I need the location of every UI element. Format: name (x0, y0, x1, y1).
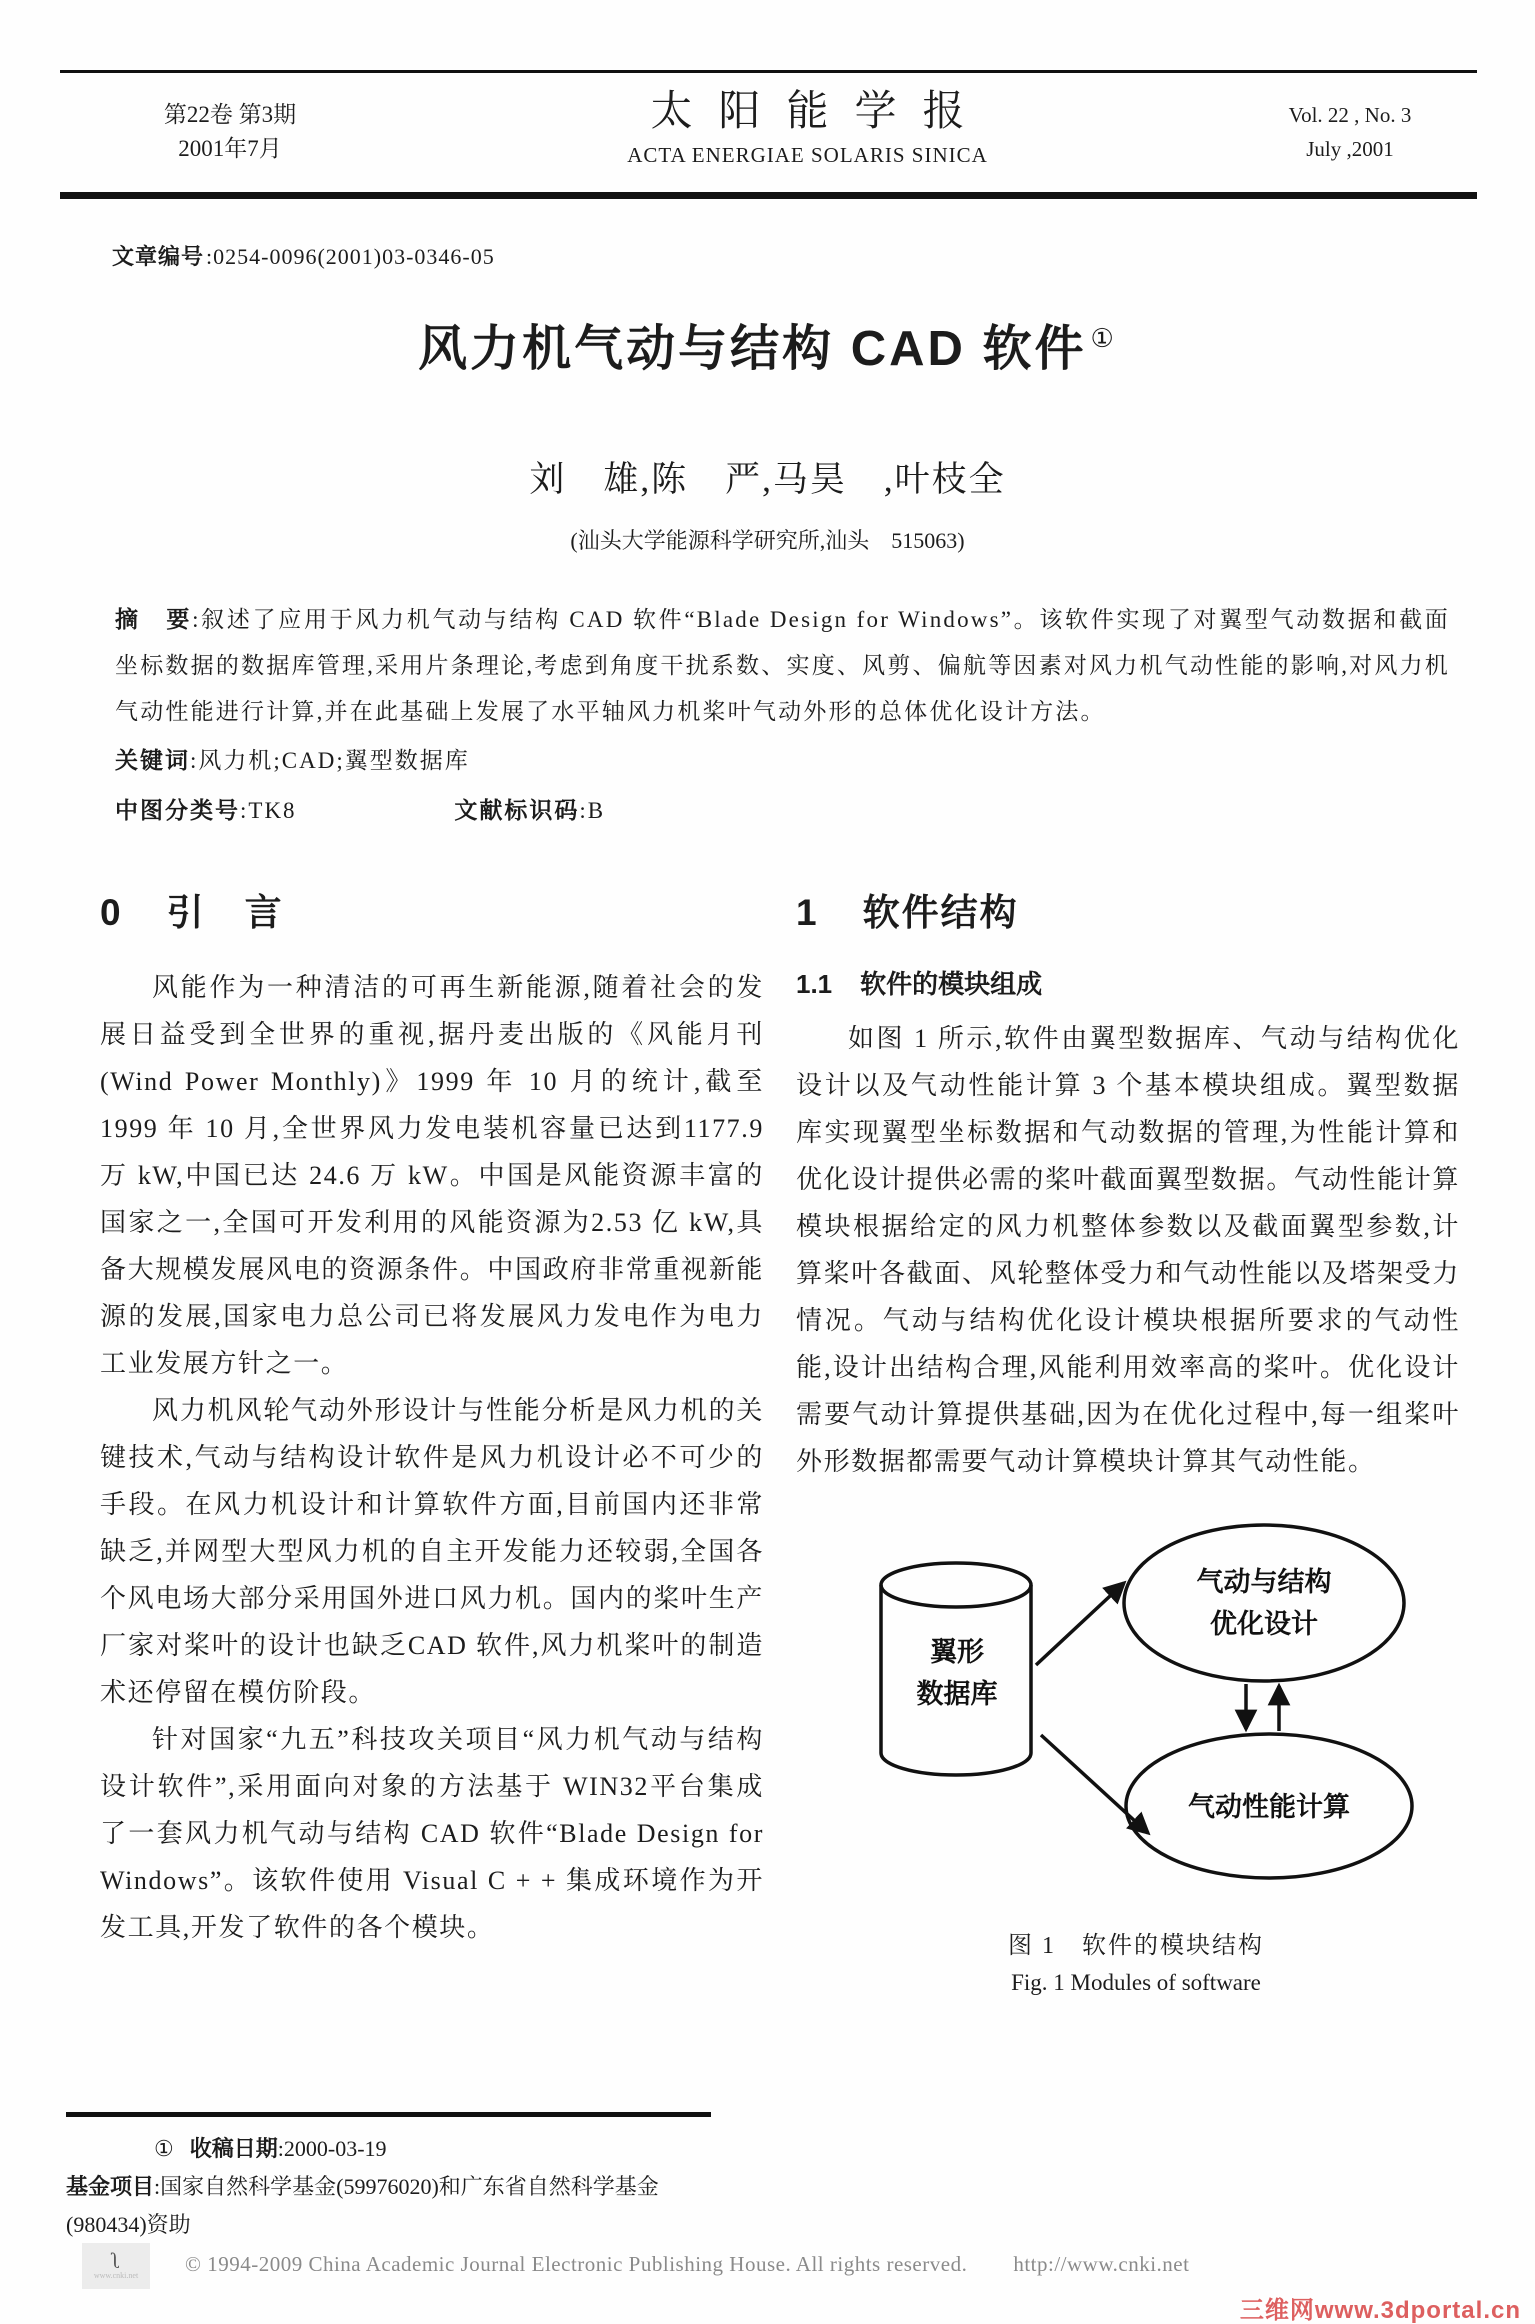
title-footnote-marker: ① (1090, 323, 1117, 353)
optimize-module-shape (1124, 1525, 1404, 1681)
figure-caption-en: Fig. 1 Modules of software (1011, 1970, 1261, 1995)
fund-text: :国家自然科学基金(59976020)和广东省自然科学基金(980434)资助 (66, 2174, 659, 2237)
watermark-3dportal: 三维网www.3dportal.cn (1239, 2297, 1521, 2324)
authors-line: 刘 雄,陈 严,马昊 ,叶枝全 (529, 460, 1006, 499)
header-top-rule (60, 70, 1477, 73)
footnote-fund-line (66, 2168, 721, 2244)
cnki-logo-url: www.cnki.net (93, 2271, 139, 2280)
paragraph: 针对国家“九五”科技攻关项目“风力机气动与结构设计软件”,采用面向对象的方法基于 WIN32平台集成了一套风力机气动与结构 CAD 软件“Blade Design for Windows”。该软件使用 Visual C + + 集成环境作为开发工具,开发了软件的各个模块。 (100, 1725, 764, 1942)
footnote-rule (66, 2112, 711, 2117)
header-bottom-rule (60, 192, 1477, 199)
article-number-label: 文章编号 (112, 244, 205, 269)
paragraph: 风能作为一种清洁的可再生新能源,随着社会的发展日益受到全世界的重视,据丹麦出版的《风能月刊(Wind Power Monthly)》1999 年 10 月的统计,截至1999 年 10 月,全世界风力发电装机容量已达到1177.9 万 kW,中国已达 24.6 万 kW。中国是风能资源丰富的国家之一,全国可开发利用的风能资源为2.53 亿 kW,具备大规模发展风电的资源条件。中国政府非常重视新能源的发展,国家电力总公司已将发展风力发电作为电力工业发展方针之一。 (100, 973, 764, 1378)
section-1-number: 1 (796, 892, 819, 933)
copyright-line (185, 2252, 1189, 2277)
paper-title-text: 风力机气动与结构 CAD 软件 (418, 322, 1087, 376)
volume-issue-en: Vol. 22 , No. 3 (1288, 103, 1412, 127)
article-number (112, 240, 495, 271)
calc-module-label: 气动性能计算 (1188, 1792, 1350, 1822)
section-1-title: 软件结构 (862, 892, 1019, 933)
date-en: July ,2001 (1306, 137, 1394, 161)
classification-line (115, 792, 1450, 825)
database-cylinder-shape (881, 1563, 1031, 1775)
section-1-heading (796, 882, 1460, 936)
footnote-block (66, 2130, 721, 2244)
doc-code-value: :B (579, 798, 606, 823)
header-vol-en-block (1235, 84, 1465, 166)
keywords-label: 关键词 (115, 747, 190, 773)
keywords-line (115, 742, 1450, 775)
clc-value: :TK8 (240, 798, 297, 823)
received-date-label: 收稿日期 (189, 2136, 278, 2161)
section-0-heading (100, 882, 764, 936)
header-title-block (380, 84, 1235, 170)
paragraph: 如图 1 所示,软件由翼型数据库、气动与结构优化设计以及气动性能计算 3 个基本模块组成。翼型数据库实现翼型坐标数据和气动数据的管理,为性能计算和优化设计提供必需的桨叶截面翼型数据。气动性能计算模块根据给定的风力机整体参数以及截面翼型参数,计算桨叶各截面、风轮整体受力和气动性能以及塔架受力情况。气动与结构优化设计模块根据所要求的气动性能,设计出结构合理,风能利用效率高的桨叶。优化设计需要气动计算提供基础,因为在优化过程中,每一组桨叶外形数据都需要气动计算模块计算其气动性能。 (796, 1024, 1460, 1476)
received-date-value: :2000-03-19 (277, 2136, 387, 2161)
figure-caption-text: 软件的模块结构 (1082, 1933, 1264, 1959)
header-volume-block (80, 84, 380, 166)
figure-1 (836, 1503, 1436, 1996)
volume-issue-cn: 第22卷 第3期 (163, 102, 297, 127)
database-label-line2: 数据库 (916, 1679, 998, 1709)
right-column (796, 872, 1460, 1996)
abstract-block (115, 596, 1450, 735)
date-cn: 2001年7月 (178, 136, 282, 161)
left-column (100, 872, 764, 1996)
body-columns (100, 872, 1460, 1996)
arrow-db-to-optimize (1036, 1583, 1124, 1665)
subsection-1-1-number: 1.1 (796, 969, 833, 999)
section-0-title: 引 言 (166, 892, 284, 933)
clc-label: 中图分类号 (115, 797, 240, 823)
cnki-logo-swirl-icon: ʅ (111, 2248, 121, 2273)
figure-caption-cn (836, 1925, 1436, 1960)
journal-header (80, 84, 1465, 170)
article-number-value: :0254-0096(2001)03-0346-05 (206, 244, 495, 269)
paragraph: 风力机风轮气动外形设计与性能分析是风力机的关键技术,气动与结构设计软件是风力机设计必不可少的手段。在风力机设计和计算软件方面,目前国内还非常缺乏,并网型大型风力机的自主开发能力还较弱,全国各个风电场大部分采用国外进口风力机。国内的桨叶生产厂家对桨叶的设计也缺乏CAD 软件,风力机桨叶的制造术还停留在模仿阶段。 (100, 1396, 764, 1707)
abstract-text: :叙述了应用于风力机气动与结构 CAD 软件“Blade Design for Windows”。该软件实现了对翼型气动数据和截面坐标数据的数据库管理,采用片条理论,考虑到角度干扰系数、实度、风剪、偏航等因素对风力机气动性能的影响,对风力机气动性能进行计算,并在此基础上发展了水平轴风力机桨叶气动外形的总体优化设计方法。 (115, 607, 1450, 724)
journal-title-en: ACTA ENERGIAE SOLARIS SINICA (627, 143, 988, 167)
footnote-marker: ① (154, 2136, 174, 2161)
optimize-label-line1: 气动与结构 (1196, 1567, 1332, 1597)
optimize-label-line2: 优化设计 (1210, 1609, 1318, 1639)
paper-title (0, 310, 1535, 380)
subsection-1-1-heading (796, 964, 1460, 1001)
subsection-1-1-title: 软件的模块组成 (860, 969, 1043, 999)
abstract-label: 摘 要 (115, 606, 193, 632)
database-label-line1: 翼形 (930, 1637, 984, 1667)
figure-caption-number: 图 1 (1008, 1933, 1056, 1959)
journal-title-cn: 太阳能学报 (650, 89, 991, 135)
copyright-text: © 1994-2009 China Academic Journal Electronic Publishing House. All rights reserved. (185, 2252, 968, 2276)
affiliation-line: (汕头大学能源科学研究所,汕头 515063) (570, 528, 965, 553)
keywords-text: :风力机;CAD;翼型数据库 (190, 748, 470, 773)
doc-code-label: 文献标识码 (454, 797, 580, 823)
module-diagram (836, 1503, 1436, 1898)
cnki-url: http://www.cnki.net (1013, 2252, 1190, 2276)
cnki-logo (82, 2243, 150, 2289)
fund-label: 基金项目 (66, 2174, 155, 2199)
footnote-received-line (66, 2130, 721, 2168)
section-0-number: 0 (100, 892, 123, 933)
